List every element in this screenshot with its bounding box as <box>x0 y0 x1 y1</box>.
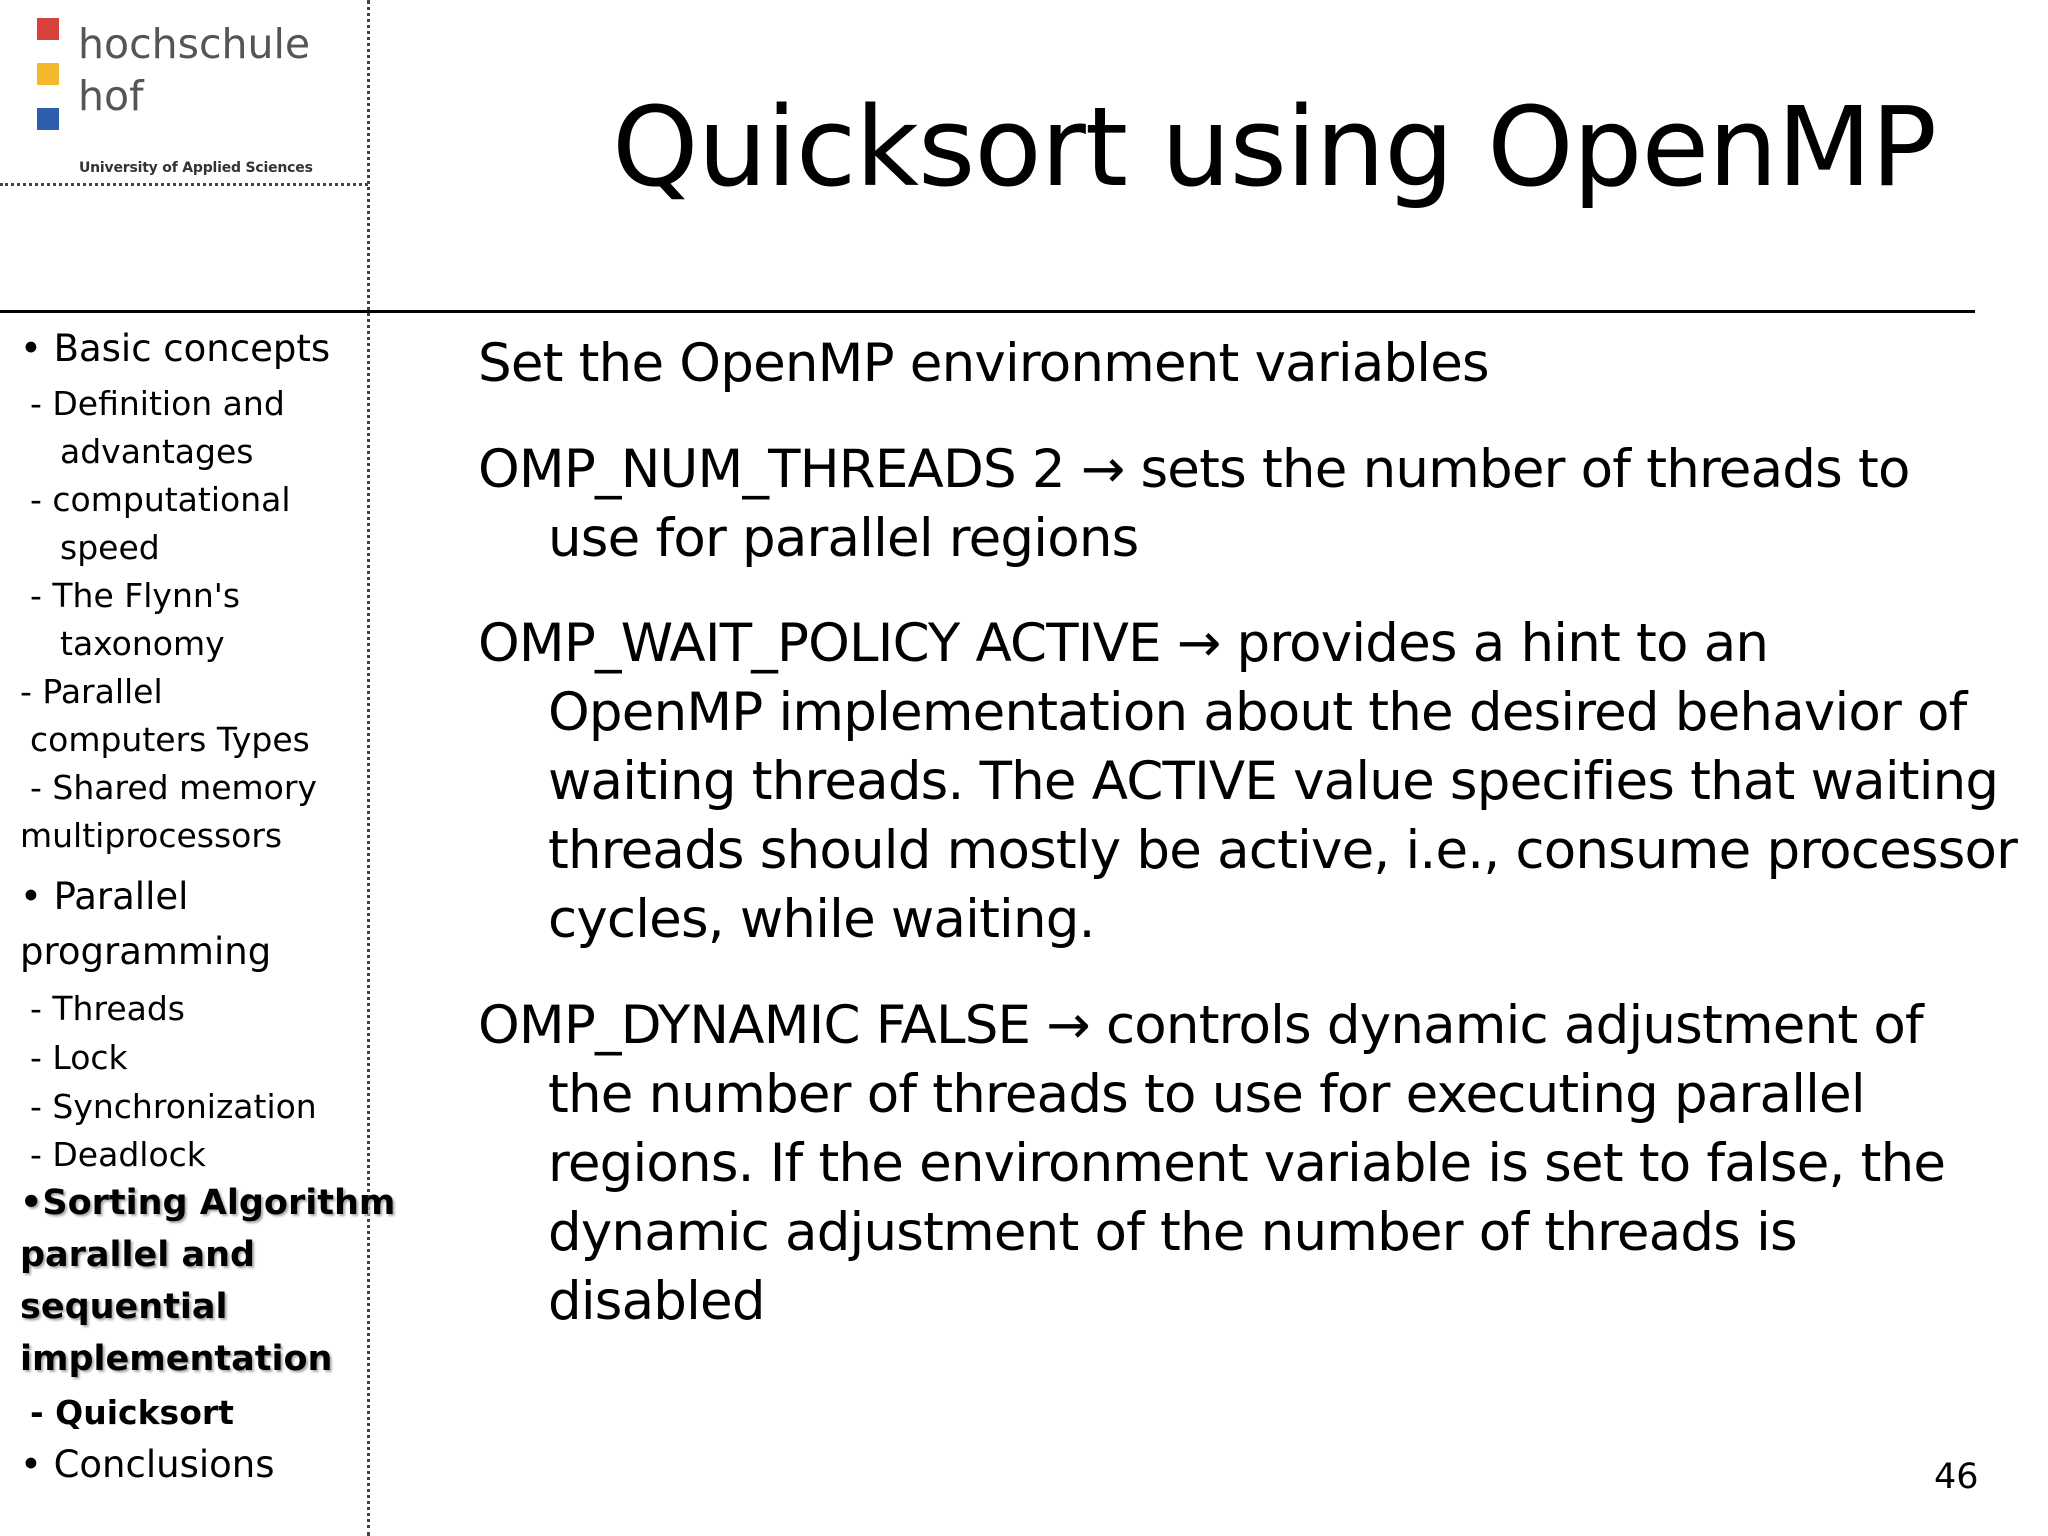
outline-item-shared-memory-cont: multiprocessors <box>20 816 283 855</box>
outline-item-definition-cont: advantages <box>60 432 254 471</box>
wait-policy-line4: threads should mostly be active, i.e., consume processor <box>548 820 2018 881</box>
logo-red-square <box>37 18 59 40</box>
outline-item-parallel-computers-cont: computers Types <box>30 720 310 759</box>
outline-item-definition: - Definition and <box>30 384 285 423</box>
outline-item-threads: - Threads <box>30 989 185 1028</box>
sidebar-divider <box>367 0 370 1536</box>
outline-item-quicksort-current: - Quicksort <box>30 1393 234 1432</box>
outline-item-sorting-current: •Sorting Algorithm <box>20 1183 396 1223</box>
dynamic-line1: OMP_DYNAMIC FALSE → controls dynamic adjustment of <box>478 995 1923 1056</box>
outline-item-flynn-cont: taxonomy <box>60 624 225 663</box>
dynamic-line3: regions. If the environment variable is set to false, the <box>548 1133 1946 1194</box>
num-threads-line2: use for parallel regions <box>548 508 1139 569</box>
outline-item-parallel-computers: - Parallel <box>20 672 163 711</box>
slide-title: Quicksort using OpenMP <box>612 83 1937 211</box>
dynamic-line5: disabled <box>548 1271 765 1332</box>
dynamic-line4: dynamic adjustment of the number of threads is <box>548 1202 1797 1263</box>
intro-text: Set the OpenMP environment variables <box>478 333 1489 394</box>
page-number: 46 <box>1934 1457 1979 1497</box>
wait-policy-line5: cycles, while waiting. <box>548 889 1095 950</box>
logo-text-line1: hochschule <box>78 20 311 68</box>
wait-policy-line1: OMP_WAIT_POLICY ACTIVE → provides a hint to an <box>478 613 1769 674</box>
num-threads-line1: OMP_NUM_THREADS 2 → sets the number of threads to <box>478 439 1910 500</box>
outline-item-conclusions: • Conclusions <box>20 1443 275 1486</box>
outline-item-parallel-programming-cont: programming <box>20 930 272 973</box>
outline-item-flynn: - The Flynn's <box>30 576 241 615</box>
outline-item-shared-memory: - Shared memory <box>30 768 317 807</box>
outline-item-computational: - computational <box>30 480 291 519</box>
logo-text-line2: hof <box>78 72 144 120</box>
outline-item-synchronization: - Synchronization <box>30 1087 317 1126</box>
logo-blue-square <box>37 108 59 130</box>
logo-subtitle: University of Applied Sciences <box>79 160 313 176</box>
outline-item-sorting-cont2: sequential <box>20 1287 228 1327</box>
outline-item-sorting-cont1: parallel and <box>20 1235 256 1275</box>
outline-item-deadlock: - Deadlock <box>30 1135 206 1174</box>
wait-policy-line3: waiting threads. The ACTIVE value specifies that waiting <box>548 751 1999 812</box>
outline-item-parallel-programming: • Parallel <box>20 875 189 918</box>
outline-item-lock: - Lock <box>30 1038 128 1077</box>
outline-item-sorting-cont3: implementation <box>20 1339 333 1379</box>
header-rule <box>0 310 1975 313</box>
outline-item-basic-concepts: • Basic concepts <box>20 327 331 370</box>
logo-yellow-square <box>37 63 59 85</box>
logo-separator <box>0 183 368 186</box>
dynamic-line2: the number of threads to use for executing parallel <box>548 1064 1865 1125</box>
outline-item-computational-cont: speed <box>60 528 160 567</box>
wait-policy-line2: OpenMP implementation about the desired behavior of <box>548 682 1967 743</box>
